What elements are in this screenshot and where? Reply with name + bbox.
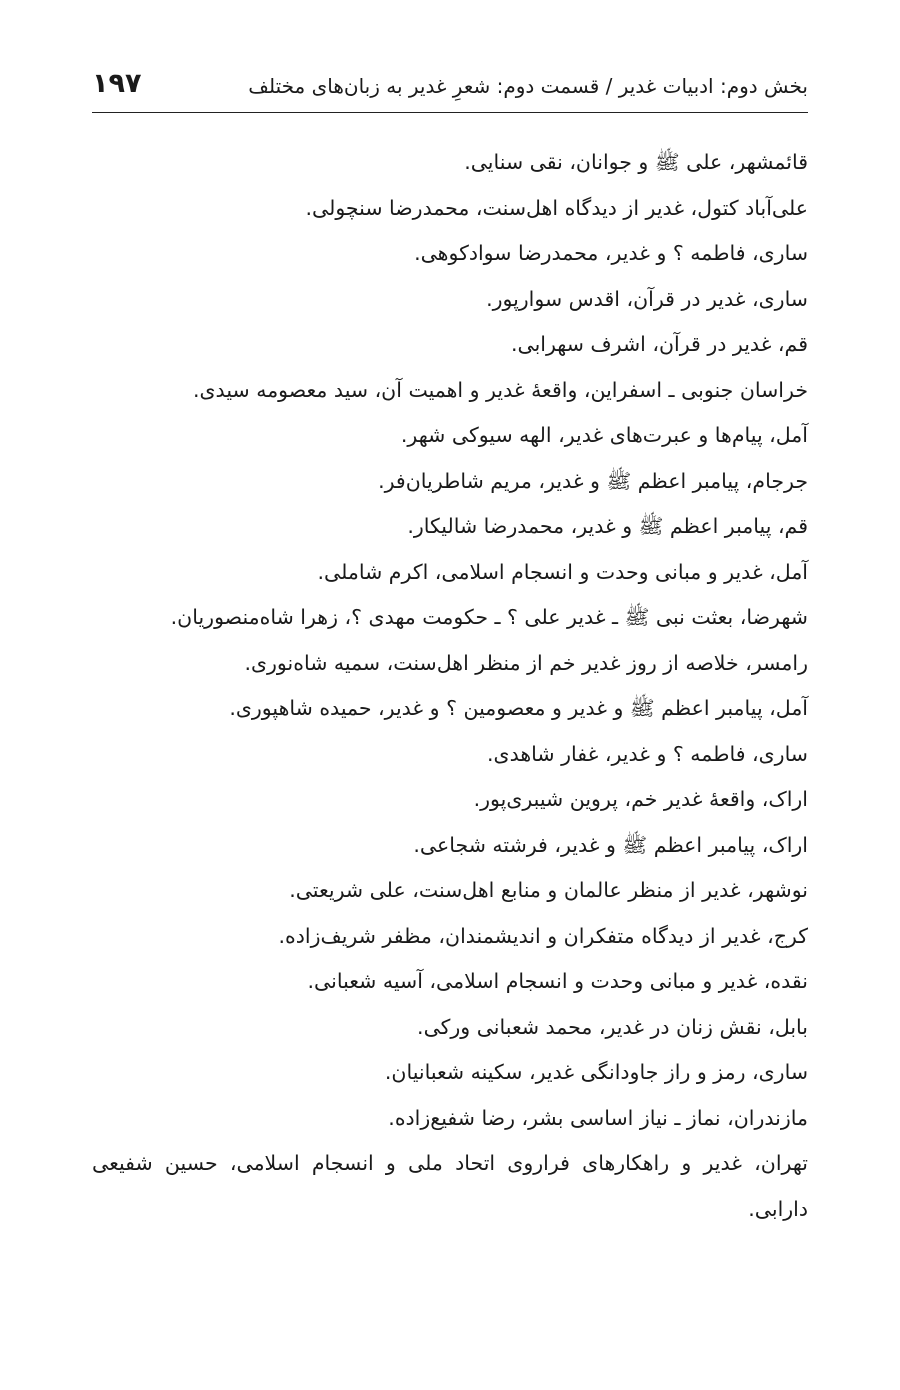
list-item: بابل، نقش زنان در غدیر، محمد شعبانی ورکی. (417, 1014, 808, 1039)
list-item: قم، پیامبر اعظم ﷺ و غدیر، محمدرضا شالیکار. (407, 514, 808, 538)
list-item: ساری، رمز و راز جاودانگی غدیر، سکینه شعبانیان. (384, 1060, 808, 1084)
entry-list (92, 140, 808, 1232)
list-item: علی‌آباد کتول، غدیر از دیدگاه اهل‌سنت، محمدرضا سنچولی. (305, 195, 808, 220)
list-item: آمل، پیام‌ها و عبرت‌های غدیر، الهه سیوکی شهر. (400, 423, 808, 447)
page-header (92, 68, 808, 113)
list-item: اراک، واقعهٔ غدیر خم، پروین شیبری‌پور. (473, 787, 808, 811)
list-item: قم، غدیر در قرآن، اشرف سهرابی. (510, 332, 808, 356)
list-item: اراک، پیامبر اعظم ﷺ و غدیر، فرشته شجاعی. (413, 832, 808, 857)
list-item: آمل، غدیر و مبانی وحدت و انسجام اسلامی، اکرم شاملی. (317, 559, 808, 584)
page-number: ۱۹۷ (92, 68, 142, 99)
list-item: قائمشهر، علی ﷺ و جوانان، نقی سنایی. (464, 150, 808, 174)
list-item: رامسر، خلاصه از روز غدیر خم از منظر اهل‌سنت، سمیه شاه‌نوری. (244, 650, 808, 675)
list-item: ساری، فاطمه ؟ و غدیر، غفار شاهدی. (487, 741, 808, 766)
list-item: ساری، غدیر در قرآن، اقدس سوارپور. (486, 286, 808, 311)
list-item: نقده، غدیر و مبانی وحدت و انسجام اسلامی، آسیه شعبانی. (307, 969, 808, 993)
list-item: جرجام، پیامبر اعظم ﷺ و غدیر، مریم شاطریان‌فر. (378, 468, 808, 493)
list-item: مازندران، نماز ـ نیاز اساسی بشر، رضا شفیع‌زاده. (388, 1105, 808, 1130)
list-item: نوشهر، غدیر از منظر عالمان و منابع اهل‌سنت، علی شریعتی. (289, 878, 808, 902)
list-item: شهرضا، بعثت نبی ﷺ ـ غدیر علی ؟ ـ حکومت مهدی ؟، زهرا شاه‌منصوریان. (170, 605, 808, 629)
list-item: خراسان جنوبی ـ اسفراین، واقعهٔ غدیر و اهمیت آن، سید معصومه سیدی. (193, 377, 808, 402)
list-item: آمل، پیامبر اعظم ﷺ و غدیر و معصومین ؟ و غدیر، حمیده شاهپوری. (229, 696, 808, 720)
list-item: کرج، غدیر از دیدگاه متفکران و اندیشمندان، مظفر شریف‌زاده. (278, 923, 808, 948)
list-item: تهران، غدیر و راهکارهای فراروی اتحاد ملی و انسجام اسلامی، حسین شفیعی دارابی. (92, 1151, 808, 1221)
list-item: ساری، فاطمه ؟ و غدیر، محمدرضا سوادکوهی. (414, 241, 808, 265)
running-head: بخش دوم: ادبیات غدیر / قسمت دوم: شعرِ غدیر به زبان‌های مختلف (248, 74, 808, 98)
